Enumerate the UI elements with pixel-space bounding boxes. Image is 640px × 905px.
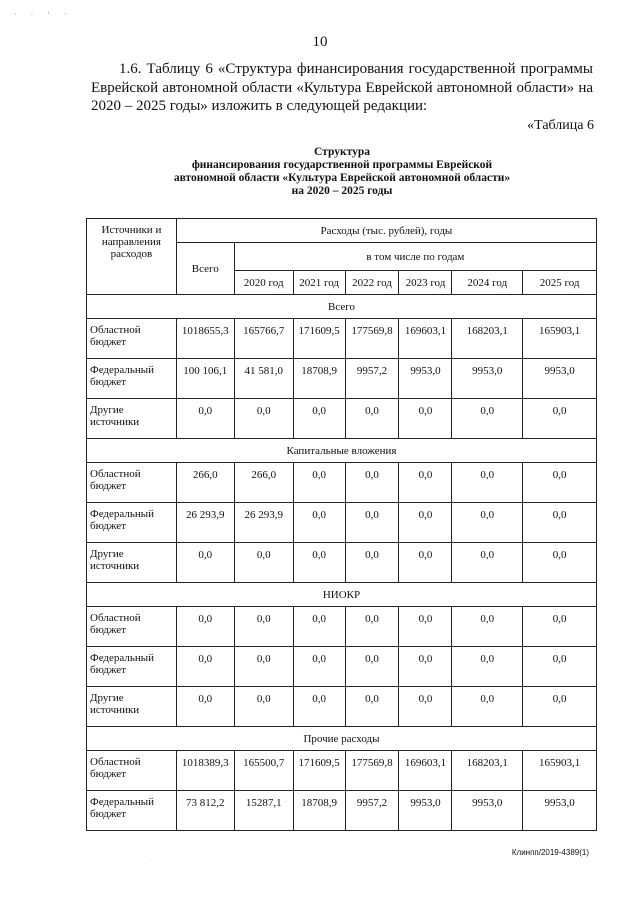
total-value-cell: 0,0 xyxy=(176,607,234,647)
year-value-cell: 0,0 xyxy=(452,399,523,439)
year-value-cell: 0,0 xyxy=(234,687,293,727)
table-caption xyxy=(91,146,593,198)
year-column-header: 2022 год xyxy=(345,271,399,295)
section-title: Всего xyxy=(87,295,597,319)
year-value-cell: 0,0 xyxy=(452,687,523,727)
total-value-cell: 1018389,3 xyxy=(176,751,234,791)
year-value-cell: 0,0 xyxy=(345,543,399,583)
year-value-cell: 9953,0 xyxy=(399,359,452,399)
section-title: Капитальные вложения xyxy=(87,439,597,463)
year-value-cell: 0,0 xyxy=(523,463,597,503)
table-row xyxy=(87,791,597,831)
table-row xyxy=(87,687,597,727)
row-label: Федеральный бюджет xyxy=(87,359,177,399)
year-value-cell: 0,0 xyxy=(234,647,293,687)
year-value-cell: 0,0 xyxy=(345,399,399,439)
year-value-cell: 0,0 xyxy=(452,607,523,647)
year-value-cell: 9957,2 xyxy=(345,359,399,399)
year-value-cell: 165903,1 xyxy=(523,751,597,791)
year-value-cell: 0,0 xyxy=(399,543,452,583)
year-value-cell: 0,0 xyxy=(234,543,293,583)
year-value-cell: 9957,2 xyxy=(345,791,399,831)
year-value-cell: 0,0 xyxy=(234,399,293,439)
row-label: Другие источники xyxy=(87,687,177,727)
year-value-cell: 0,0 xyxy=(293,399,345,439)
year-value-cell: 0,0 xyxy=(523,687,597,727)
row-label: Федеральный бюджет xyxy=(87,647,177,687)
year-value-cell: 0,0 xyxy=(293,463,345,503)
year-value-cell: 0,0 xyxy=(399,687,452,727)
year-value-cell: 0,0 xyxy=(399,503,452,543)
year-value-cell: 177569,8 xyxy=(345,319,399,359)
row-label: Областной бюджет xyxy=(87,607,177,647)
section-title: НИОКР xyxy=(87,583,597,607)
table-reference: «Таблица 6 xyxy=(527,118,594,133)
year-value-cell: 165500,7 xyxy=(234,751,293,791)
year-value-cell: 169603,1 xyxy=(399,319,452,359)
caption-line: финансирования государственной программы Еврейской xyxy=(191,159,493,171)
row-label: Областной бюджет xyxy=(87,751,177,791)
expenses-header: Расходы (тыс. рублей), годы xyxy=(176,219,596,243)
table-row xyxy=(87,647,597,687)
caption-line: автономной области «Культура Еврейской автономной области» xyxy=(173,172,511,184)
scan-corner-marks: · · ‘ · xyxy=(14,10,73,19)
row-label: Федеральный бюджет xyxy=(87,503,177,543)
caption-line: Структура xyxy=(314,146,370,158)
year-value-cell: 0,0 xyxy=(523,647,597,687)
year-value-cell: 171609,5 xyxy=(293,319,345,359)
year-value-cell: 9953,0 xyxy=(523,359,597,399)
table-row xyxy=(87,463,597,503)
section-title: Прочие расходы xyxy=(87,727,597,751)
year-value-cell: 9953,0 xyxy=(399,791,452,831)
year-value-cell: 0,0 xyxy=(452,503,523,543)
row-label: Другие источники xyxy=(87,399,177,439)
page-number: 10 xyxy=(312,34,328,50)
year-value-cell: 168203,1 xyxy=(452,319,523,359)
total-value-cell: 0,0 xyxy=(176,399,234,439)
table-row xyxy=(87,543,597,583)
row-label: Федеральный бюджет xyxy=(87,791,177,831)
caption-line: на 2020 – 2025 годы xyxy=(291,185,393,197)
total-value-cell: 26 293,9 xyxy=(176,503,234,543)
table-row xyxy=(87,607,597,647)
year-value-cell: 0,0 xyxy=(452,647,523,687)
year-value-cell: 169603,1 xyxy=(399,751,452,791)
total-value-cell: 0,0 xyxy=(176,647,234,687)
total-column-header: Всего xyxy=(176,243,234,295)
scan-speck: · xyxy=(150,858,152,864)
total-value-cell: 100 106,1 xyxy=(176,359,234,399)
row-label: Областной бюджет xyxy=(87,319,177,359)
year-value-cell: 165766,7 xyxy=(234,319,293,359)
year-column-header: 2021 год xyxy=(293,271,345,295)
source-column-header: Источники и направления расходов xyxy=(87,219,177,295)
year-value-cell: 0,0 xyxy=(293,647,345,687)
table-row xyxy=(87,751,597,791)
row-label: Областной бюджет xyxy=(87,463,177,503)
document-footer-code: Клинпп/2019-4389(1) xyxy=(511,848,589,857)
year-value-cell: 9953,0 xyxy=(452,359,523,399)
year-value-cell: 18708,9 xyxy=(293,359,345,399)
year-value-cell: 168203,1 xyxy=(452,751,523,791)
year-value-cell: 0,0 xyxy=(399,399,452,439)
year-value-cell: 0,0 xyxy=(452,463,523,503)
year-value-cell: 0,0 xyxy=(399,647,452,687)
table-row xyxy=(87,319,597,359)
year-value-cell: 0,0 xyxy=(345,463,399,503)
year-value-cell: 0,0 xyxy=(523,503,597,543)
year-value-cell: 0,0 xyxy=(452,543,523,583)
year-column-header: 2020 год xyxy=(234,271,293,295)
year-column-header: 2023 год xyxy=(399,271,452,295)
total-value-cell: 73 812,2 xyxy=(176,791,234,831)
year-value-cell: 0,0 xyxy=(523,607,597,647)
table-row xyxy=(87,399,597,439)
year-value-cell: 0,0 xyxy=(293,607,345,647)
year-value-cell: 0,0 xyxy=(293,687,345,727)
year-value-cell: 9953,0 xyxy=(523,791,597,831)
year-value-cell: 171609,5 xyxy=(293,751,345,791)
year-value-cell: 41 581,0 xyxy=(234,359,293,399)
year-value-cell: 0,0 xyxy=(234,607,293,647)
year-value-cell: 165903,1 xyxy=(523,319,597,359)
total-value-cell: 0,0 xyxy=(176,687,234,727)
year-value-cell: 177569,8 xyxy=(345,751,399,791)
year-value-cell: 15287,1 xyxy=(234,791,293,831)
total-value-cell: 0,0 xyxy=(176,543,234,583)
year-value-cell: 26 293,9 xyxy=(234,503,293,543)
year-value-cell: 266,0 xyxy=(234,463,293,503)
year-value-cell: 0,0 xyxy=(345,607,399,647)
year-value-cell: 0,0 xyxy=(399,463,452,503)
year-value-cell: 0,0 xyxy=(399,607,452,647)
intro-paragraph: 1.6. Таблицу 6 «Структура финансирования государственной программы Еврейской автономной области «Культура Еврейской автономной области» на 2020 – 2025 годы» изложить в следующей редакции: xyxy=(91,61,593,114)
year-column-header: 2025 год xyxy=(523,271,597,295)
year-value-cell: 0,0 xyxy=(523,399,597,439)
total-value-cell: 266,0 xyxy=(176,463,234,503)
year-value-cell: 18708,9 xyxy=(293,791,345,831)
row-label: Другие источники xyxy=(87,543,177,583)
year-value-cell: 0,0 xyxy=(345,647,399,687)
table-row xyxy=(87,503,597,543)
year-value-cell: 0,0 xyxy=(293,503,345,543)
table-row xyxy=(87,359,597,399)
total-value-cell: 1018655,3 xyxy=(176,319,234,359)
year-value-cell: 0,0 xyxy=(345,503,399,543)
year-value-cell: 0,0 xyxy=(523,543,597,583)
year-value-cell: 9953,0 xyxy=(452,791,523,831)
year-value-cell: 0,0 xyxy=(293,543,345,583)
year-column-header: 2024 год xyxy=(452,271,523,295)
by-year-header: в том числе по годам xyxy=(234,243,596,271)
year-value-cell: 0,0 xyxy=(345,687,399,727)
financing-table xyxy=(86,218,597,831)
